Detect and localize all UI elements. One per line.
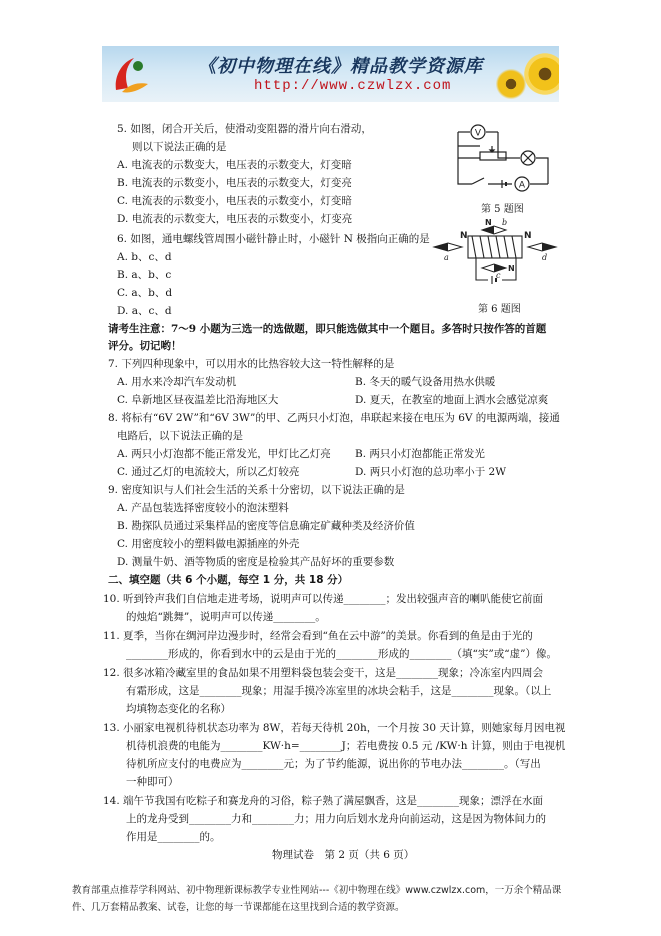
text-line: 电路后，以下说法正确的是	[117, 430, 243, 442]
text-line: 8. 将标有“6V 2W”和“6V 3W”的甲、乙两只小灯泡，串联起来接在电压为 6V 的电源两端，接通	[108, 412, 560, 424]
text-line: B. 冬天的暖气设备用热水供暖	[355, 376, 496, 388]
text-line: 7. 下列四种现象中，可以用水的比热容较大这一特性解释的是	[108, 358, 395, 370]
text-line: 5. 如图，闭合开关后，使滑动变阻器的滑片向右滑动，	[117, 123, 372, 135]
text-line: 评分。切记哟！	[108, 340, 182, 352]
ammeter-label: A	[518, 180, 526, 191]
text-line: D. 两只小灯泡的总功率小于 2W	[355, 466, 507, 478]
text-line: 一种即可）	[126, 776, 179, 788]
text-line: D. 夏天，在教室的地面上洒水会感觉凉爽	[355, 394, 549, 406]
text-line: D. 电流表的示数变大，电压表的示数变小，灯变亮	[117, 213, 353, 225]
text-line: 请考生注意：7～9 小题为三选一的选做题，即只能选做其中一个题目。多答时只按作答的首题	[108, 323, 547, 335]
text-line: A. 电流表的示数变大，电压表的示数变大，灯变暗	[117, 159, 352, 171]
text-line: 14. 端午节我国有吃粽子和赛龙舟的习俗，粽子熟了满屋飘香，这是________现象；漂浮在水面	[103, 795, 544, 807]
text-line: C. 用密度较小的塑料做电源插座的外壳	[117, 538, 300, 550]
header-banner	[102, 46, 559, 102]
fig6-n-bottom: N	[508, 264, 515, 273]
text-line: A. 用水来冷却汽车发动机	[117, 376, 237, 388]
text-line: C. 电流表的示数变小，电压表的示数变小，灯变暗	[117, 195, 352, 207]
page-number: 物理试卷 第 2 页（共 6 页）	[272, 849, 415, 861]
site-footer-line-2: 件、几万套精品教案、试卷，让您的每一节课都能在这里找到合适的教学资源。	[72, 902, 405, 913]
text-line: 13. 小丽家电视机待机状态功率为 8W，若每天待机 20h，一个月按 30 天计算，则她家每月因电视	[103, 722, 566, 734]
text-line: 11. 夏季，当你在绸河岸边漫步时，经常会看到“鱼在云中游”的美景。你看到的鱼是由于光的	[103, 630, 533, 642]
text-line: A. 两只小灯泡都不能正常发光，甲灯比乙灯亮	[117, 448, 331, 460]
sunflower-icon	[493, 66, 529, 102]
text-line: A. 产品包装选择密度较小的泡沫塑料	[117, 502, 289, 514]
text-line: 12. 很多冰箱冷藏室里的食品如果不用塑料袋包装会变干，这是________现象；冷冻室内四周会	[103, 667, 544, 679]
text-line: B. a、b、c	[117, 269, 172, 281]
text-line: 作用是________的。	[126, 831, 221, 843]
site-footer-line-1: 教育部重点推荐学科网站、初中物理新课标教学专业性网站---《初中物理在线》www.czwlzx.com，一万余个精品课	[72, 885, 562, 896]
figure-6-solenoid	[430, 218, 560, 298]
text-line: B. 两只小灯泡都能正常发光	[355, 448, 485, 460]
text-line: B. 勘探队员通过采集样品的密度等信息确定矿藏种类及经济价值	[117, 520, 415, 532]
fig6-label-a: a	[444, 253, 449, 262]
text-line: B. 电流表的示数变小，电压表的示数变大，灯变亮	[117, 177, 352, 189]
figure-6-caption: 第 6 题图	[478, 304, 521, 315]
fig6-n-left: N	[460, 231, 468, 241]
text-line: 二、填空题（共 6 个小题，每空 1 分，共 18 分）	[108, 574, 349, 586]
banner-url[interactable]: http://www.czwlzx.com	[254, 78, 452, 94]
voltmeter-label: V	[474, 128, 482, 139]
banner-title: 《初中物理在线》精品教学资源库	[198, 56, 483, 77]
fig6-label-c: c	[496, 271, 501, 280]
fig6-label-d: d	[542, 253, 548, 262]
text-line: 则以下说法正确的是	[132, 141, 227, 153]
fig6-n-right: N	[524, 231, 532, 241]
text-line: 上的龙舟受到________力和________力；用力向后划水龙舟向前运动，这是因为物体间力的	[126, 813, 546, 825]
text-line: 待机所应支付的电费应为________元；为了节约能源，说出你的节电办法________。（写出	[126, 758, 541, 770]
text-line: ________形成的，你看到水中的云是由于光的________形成的________（填“实”或“虚”）像。	[126, 648, 557, 660]
fig6-n-top: N	[485, 218, 492, 227]
text-line: C. 阜新地区昼夜温差比沿海地区大	[117, 394, 279, 406]
text-line: D. a、c、d	[117, 305, 172, 317]
figure-5-circuit	[440, 120, 560, 200]
text-line: C. 通过乙灯的电流较大，所以乙灯较亮	[117, 466, 300, 478]
text-line: 10. 听到铃声我们自信地走进考场，说明声可以传递________；发出较强声音的喇叭能使它前面	[103, 593, 544, 605]
text-line: A. b、c、d	[117, 251, 172, 263]
site-logo-icon	[108, 52, 152, 96]
text-line: C. a、b、d	[117, 287, 173, 299]
text-line: D. 测量牛奶、酒等物质的密度是检验其产品好坏的重要参数	[117, 556, 395, 568]
text-line: 9. 密度知识与人们社会生活的关系十分密切，以下说法正确的是	[108, 484, 405, 496]
fig6-label-b: b	[502, 218, 508, 227]
figure-5-caption: 第 5 题图	[481, 204, 524, 215]
text-line: 有霜形成，这是________现象；用湿手摸冷冻室里的冰块会粘手，这是________现象。（以上	[126, 685, 552, 697]
text-line: 的烛焰“跳舞”，说明声可以传递________。	[126, 611, 326, 623]
text-line: 6. 如图，通电螺线管周围小磁针静止时，小磁针 N 极指向正确的是	[117, 233, 430, 245]
text-line: 均填物态变化的名称）	[126, 703, 231, 715]
text-line: 机待机浪费的电能为________KW·h=________J；若电费按 0.5 元 /KW·h 计算，则由于电视机	[126, 740, 566, 752]
